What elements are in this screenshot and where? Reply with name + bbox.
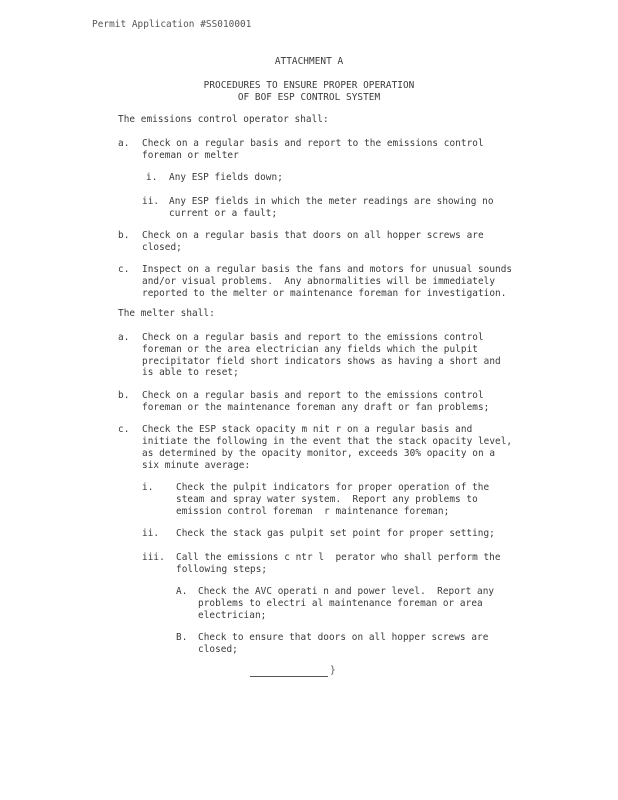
operator-item-c-line3: reported to the melter or maintenance foreman for investigation. xyxy=(142,288,507,299)
melter-item-b-letter: b. xyxy=(118,390,130,401)
melter-item-c-line1: Check the ESP stack opacity m nit r on a regular basis and xyxy=(142,424,473,435)
melter-item-c-iii-num: iii. xyxy=(142,552,165,563)
operator-item-c-letter: c. xyxy=(118,264,130,275)
operator-item-a-ii-line1: Any ESP fields in which the meter readings are showing no xyxy=(169,196,494,207)
melter-item-b-line2: foreman or the maintenance foreman any draft or fan problems; xyxy=(142,402,490,413)
melter-item-c-i-line2: steam and spray water system. Report any problems to xyxy=(176,494,478,505)
operator-item-b-line2: closed; xyxy=(142,242,182,253)
melter-item-a-line1: Check on a regular basis and report to the emissions control xyxy=(142,332,484,343)
melter-step-b-line2: closed; xyxy=(198,644,238,655)
melter-item-a-line4: is able to reset; xyxy=(142,367,239,378)
document-title-line2: OF BOF ESP CONTROL SYSTEM xyxy=(237,92,381,103)
melter-item-c-letter: c. xyxy=(118,424,130,435)
melter-item-c-line3: as determined by the opacity monitor, exceeds 30% opacity on a xyxy=(142,448,496,459)
operator-item-a-letter: a. xyxy=(118,138,130,149)
melter-step-a-line2: problems to electri al maintenance foreman or area xyxy=(198,598,483,609)
melter-item-c-i-line3: emission control foreman r maintenance foreman; xyxy=(176,506,450,517)
signature-line xyxy=(250,676,328,677)
footer-mark: } xyxy=(330,665,336,676)
melter-item-a-line3: precipitator field short indicators shows as having a short and xyxy=(142,356,501,367)
melter-item-b-line1: Check on a regular basis and report to the emissions control xyxy=(142,390,484,401)
operator-item-b-line1: Check on a regular basis that doors on all hopper screws are xyxy=(142,230,484,241)
melter-intro: The melter shall: xyxy=(118,308,215,319)
operator-item-c-line2: and/or visual problems. Any abnormalities will be immediately xyxy=(142,276,496,287)
operator-intro: The emissions control operator shall: xyxy=(118,114,329,125)
melter-step-b-line1: Check to ensure that doors on all hopper screws are xyxy=(198,632,489,643)
operator-item-a-ii-num: ii. xyxy=(142,196,160,207)
melter-item-c-i-line1: Check the pulpit indicators for proper operation of the xyxy=(176,482,490,493)
melter-step-a-line1: Check the AVC operati n and power level. Report any xyxy=(198,586,495,597)
operator-item-a-i-num: i. xyxy=(146,172,158,183)
melter-step-a-line3: electrician; xyxy=(198,610,267,621)
melter-item-c-line2: initiate the following in the event that the stack opacity level, xyxy=(142,436,513,447)
operator-item-a-ii-line2: current or a fault; xyxy=(169,208,278,219)
page-header: Permit Application #SS010001 xyxy=(92,19,252,30)
operator-item-a-line1: Check on a regular basis and report to the emissions control xyxy=(142,138,484,149)
melter-item-c-ii-num: ii. xyxy=(142,528,160,539)
melter-item-c-iii-line1: Call the emissions c ntr l perator who shall perform the xyxy=(176,552,501,563)
operator-item-a-i-text: Any ESP fields down; xyxy=(169,172,283,183)
operator-item-b-letter: b. xyxy=(118,230,130,241)
melter-item-a-line2: foreman or the area electrician any fields which the pulpit xyxy=(142,344,478,355)
melter-item-c-ii-line1: Check the stack gas pulpit set point for proper setting; xyxy=(176,528,495,539)
operator-item-c-line1: Inspect on a regular basis the fans and motors for unusual sounds xyxy=(142,264,513,275)
melter-item-c-iii-line2: following steps; xyxy=(176,564,268,575)
attachment-label: ATTACHMENT A xyxy=(274,56,344,67)
melter-item-a-letter: a. xyxy=(118,332,130,343)
melter-item-c-line4: six minute average: xyxy=(142,460,251,471)
document-title-line1: PROCEDURES TO ENSURE PROPER OPERATION xyxy=(203,80,415,91)
operator-item-a-line2: foreman or melter xyxy=(142,150,239,161)
melter-item-c-i-num: i. xyxy=(142,482,154,493)
melter-step-a-letter: A. xyxy=(176,586,188,597)
melter-step-b-letter: B. xyxy=(176,632,188,643)
